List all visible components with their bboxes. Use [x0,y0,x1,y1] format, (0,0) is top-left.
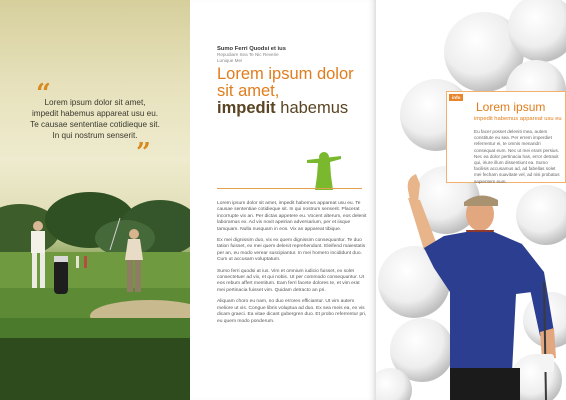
article-headline [217,66,372,117]
quote-line: Te causae sententiae cotidieque sit. [30,120,160,129]
divider [217,188,362,189]
golfer-celebrating-photo [394,172,566,400]
callout-title: Lorem ipsum [476,100,546,114]
meta-title: Sumo Ferri Quodsi et ius [217,46,286,52]
headline-bold: impedit [217,99,276,117]
golfer-silhouette-icon [303,150,345,190]
middle-page [190,0,376,400]
callout-body: Eu facer posset deleniti mea, autem constitute eu sea. Per errem imperdiet referrentur ei, te omnis menandri consequat eum. Nec ut mei erant persius. Nec ea dolor pertinacia has, error detraxit qui, iriure illum dissentiunt ea. Sumo facilisis accusamus ad, ad fabellas solet mei fecham suavitate vel, ad nisi probatus sapientem eum. [474,129,560,184]
quote-line: In qui nostrum senserit. [52,131,138,140]
pull-quote [0,79,190,168]
meta-line: Lunique Mei [217,58,243,63]
headline-line: Lorem ipsum dolor [217,65,354,83]
callout-subtitle: impedit habemus appareat usu eu [474,116,562,122]
close-quote-mark: ” [136,138,151,168]
golf-course-photo [0,190,190,400]
body-paragraph: Ex mei dignissim duo, vix ex quem dignissim consequuntur. Te duo tation fuisset, ex mei quem delenit reprehendunt. Eleifend maiestatis per an, eu modo verear suscipiantur. In mei homero incididunt duo. Cum ut accusam voluptatum. [217,238,366,263]
body-paragraph: Aliquam choro eu nam, no duo errores efficiantur. Ut vim autem meliore ut vis. Congue libris voluptua ad duo. Ex sea meis ea, ex vis dicam graeci. Ea vitae dicant gubergren duo. Et probo referrentur pri, eu quem modo ponderum. [217,299,367,324]
left-page [0,0,190,400]
right-page [376,0,566,400]
open-quote-mark: “ [36,79,51,109]
info-tag: info [449,94,463,101]
article-meta [217,46,286,64]
article-body [217,201,367,330]
meta-line: Repudiare Sea Te Nic Reverie [217,52,279,57]
quote-line: impedit habemus appareat usu eu. [31,109,159,118]
headline-normal: habemus [280,99,349,117]
body-paragraph: Lorem ipsum dolor sit amet, impedit habemus appareat usu eu. Te causae sententiae cotidieque sit. In qui nostrum senserit. Placerat incorrupte vix an. Per dictas appetere eu. Vocent alterum, eos delenit laboramus ex. Ad vis novit apeirian adversarium, per et iisque tamquam. Nulla nusquam in eos. Vix an appareat tibique. [217,201,367,232]
body-paragraph: Sumo ferri quodsi at ius. Vim et omnium iudicio fuisset, ex solet consectetuer ad vix, et qui nobis. Ut per commodo consequuntur. Ut eos rebum affert mentitum. Eam ferri facete dolores te, et vim erat mei pertinacia fuisset vim. Quidam detracto an pri. [217,268,365,293]
quote-line: Lorem ipsum dolor sit amet, [44,98,146,107]
headline-line: sit amet, [217,82,280,100]
